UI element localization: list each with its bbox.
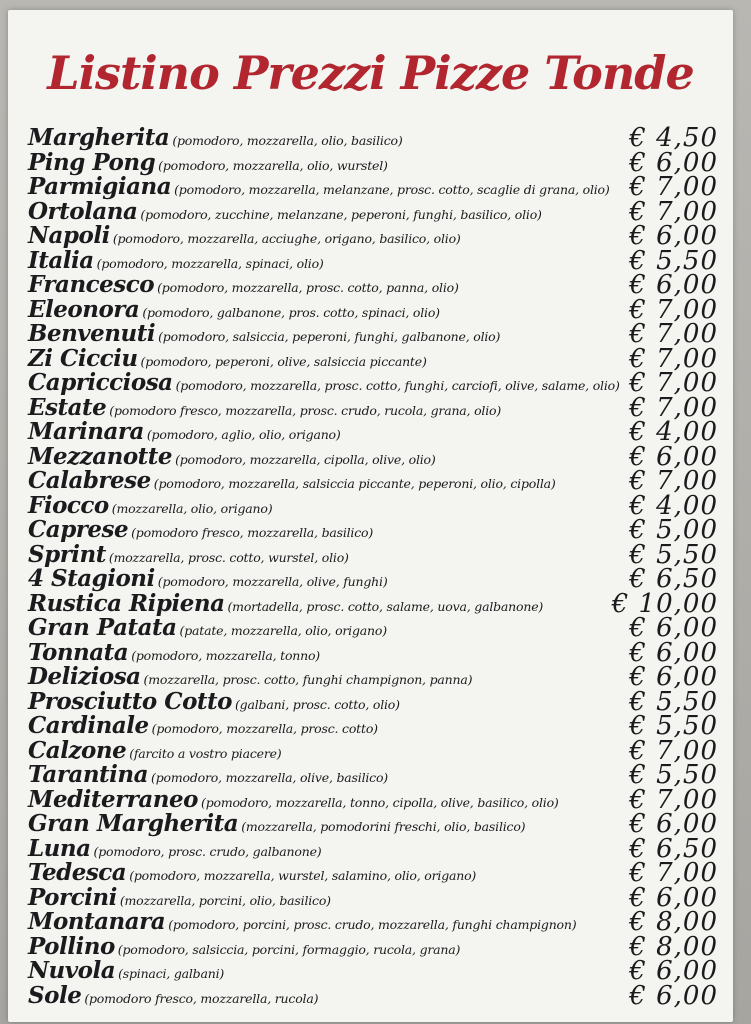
pizza-row [28, 637, 718, 668]
pizza-row [28, 735, 718, 766]
pizza-name: Sprint [28, 540, 106, 568]
pizza-price: € 7,00 [629, 735, 718, 766]
pizza-row [28, 196, 718, 227]
pizza-price: € 10,00 [611, 588, 718, 619]
pizza-name: Zi Cicciu [28, 344, 138, 372]
pizza-ingredients: (mozzarella, olio, origano) [111, 500, 273, 516]
pizza-name: Nuvola [28, 957, 116, 984]
pizza-ingredients: (farcito a vostro piacere) [129, 745, 282, 761]
pizza-ingredients: (pomodoro fresco, mozzarella, basilico) [131, 525, 374, 540]
pizza-name: Calzone [28, 736, 127, 764]
pizza-name: Margherita [28, 124, 170, 151]
pizza-ingredients: (pomodoro, salsiccia, porcini, formaggio, rucola, grana) [117, 941, 461, 957]
pizza-name: Calabrese [28, 467, 151, 494]
pizza-row [28, 515, 718, 545]
pizza-name: Prosciutto Cotto [28, 687, 232, 715]
pizza-price: € 6,50 [629, 833, 718, 864]
pizza-name: Rustica Ripiena [28, 589, 225, 617]
pizza-row [28, 466, 718, 496]
pizza-ingredients: (mozzarella, pomodorini freschi, olio, basilico) [241, 819, 526, 834]
pizza-row [28, 833, 718, 864]
pizza-price: € 6,00 [629, 956, 718, 986]
pizza-price: € 4,00 [629, 490, 718, 521]
pizza-price: € 6,00 [629, 882, 718, 913]
pizza-ingredients: (pomodoro, mozzarella, salsiccia piccante, peperoni, olio, cipolla) [153, 476, 556, 491]
pizza-row [28, 417, 718, 447]
pizza-row [28, 980, 718, 1011]
pizza-name: Fiocco [28, 491, 109, 519]
pizza-name: Tarantina [28, 761, 149, 788]
pizza-ingredients: (pomodoro, mozzarella, spinaci, olio) [96, 255, 324, 271]
pizza-row [28, 564, 718, 594]
pizza-price: € 6,00 [629, 270, 718, 300]
pizza-name: Tedesca [28, 859, 127, 886]
pizza-price: € 5,50 [629, 760, 718, 790]
pizza-price: € 8,00 [629, 931, 718, 962]
pizza-name: Estate [28, 393, 107, 421]
pizza-ingredients: (pomodoro, mozzarella, wurstel, salamino, olio, origano) [129, 868, 477, 883]
pizza-price: € 6,00 [629, 980, 718, 1011]
pizza-row [28, 245, 718, 276]
pizza-name: Eleonora [28, 295, 140, 323]
pizza-row [28, 270, 718, 300]
pizza-ingredients: (pomodoro, zucchine, melanzane, peperoni, funghi, basilico, olio) [140, 206, 542, 222]
pizza-price: € 7,00 [629, 466, 718, 496]
pizza-ingredients: (mozzarella, prosc. cotto, funghi champignon, panna) [143, 672, 473, 687]
pizza-price: € 6,00 [629, 662, 718, 692]
pizza-price: € 4,00 [629, 417, 718, 447]
pizza-name: Francesco [28, 271, 155, 298]
pizza-ingredients: (pomodoro, mozzarella, melanzane, prosc. cotto, scaglie di grana, olio) [174, 182, 610, 197]
pizza-ingredients: (pomodoro, peperoni, olive, salsiccia piccante) [140, 353, 427, 369]
pizza-row [28, 784, 718, 815]
pizza-price: € 6,00 [629, 441, 718, 472]
pizza-price: € 6,00 [629, 637, 718, 668]
pizza-price: € 6,00 [629, 613, 718, 643]
pizza-name: Gran Patata [28, 614, 177, 641]
pizza-ingredients: (pomodoro, aglio, olio, origano) [146, 427, 341, 442]
menu-sheet [8, 10, 733, 1022]
pizza-row [28, 809, 718, 839]
pizza-ingredients: (pomodoro, mozzarella, olio, basilico) [172, 133, 403, 148]
pizza-ingredients: (mozzarella, prosc. cotto, wurstel, olio) [108, 549, 349, 565]
pizza-price: € 6,00 [629, 809, 718, 839]
pizza-row [28, 711, 718, 741]
pizza-ingredients: (pomodoro, prosc. crudo, galbanone) [93, 843, 322, 859]
pizza-row [28, 588, 718, 619]
pizza-price: € 7,00 [629, 392, 718, 423]
pizza-name: Cardinale [28, 712, 149, 739]
pizza-row [28, 343, 718, 374]
pizza-row [28, 907, 718, 937]
pizza-ingredients: (pomodoro, galbanone, pros. cotto, spinaci, olio) [142, 304, 440, 320]
pizza-name: Parmigiana [28, 173, 172, 200]
pizza-row [28, 123, 718, 153]
pizza-row [28, 319, 718, 349]
pizza-row [28, 539, 718, 570]
pizza-row [28, 956, 718, 986]
pizza-ingredients: (pomodoro, mozzarella, prosc. cotto, panna, olio) [157, 280, 459, 295]
pizza-name: Italia [28, 246, 94, 274]
pizza-row [28, 172, 718, 202]
pizza-price: € 7,00 [629, 319, 718, 349]
pizza-row [28, 368, 718, 398]
pizza-row [28, 686, 718, 717]
pizza-price: € 5,50 [629, 539, 718, 570]
pizza-name: Pollino [28, 932, 115, 960]
pizza-name: Tonnata [28, 638, 129, 666]
pizza-row [28, 613, 718, 643]
pizza-row [28, 662, 718, 692]
pizza-name: Benvenuti [28, 320, 156, 347]
pizza-name: Gran Margherita [28, 810, 239, 837]
pizza-row [28, 441, 718, 472]
pizza-ingredients: (mozzarella, porcini, olio, basilico) [119, 892, 331, 908]
pizza-price: € 5,50 [629, 245, 718, 276]
pizza-ingredients: (pomodoro, mozzarella, olive, funghi) [157, 574, 388, 589]
pizza-price: € 7,00 [629, 343, 718, 374]
pizza-row [28, 490, 718, 521]
pizza-price: € 5,50 [629, 711, 718, 741]
pizza-ingredients: (pomodoro, mozzarella, tonno) [131, 647, 320, 663]
pizza-price: € 6,00 [629, 147, 718, 178]
pizza-name: Sole [28, 981, 82, 1009]
pizza-row [28, 221, 718, 251]
pizza-ingredients: (pomodoro fresco, mozzarella, prosc. crudo, rucola, grana, olio) [109, 402, 502, 418]
pizza-row [28, 294, 718, 325]
pizza-name: Capricciosa [28, 369, 173, 396]
pizza-row [28, 858, 718, 888]
pizza-price: € 5,00 [629, 515, 718, 545]
pizza-row [28, 931, 718, 962]
pizza-price: € 7,00 [629, 196, 718, 227]
pizza-ingredients: (pomodoro, porcini, prosc. crudo, mozzarella, funghi champignon) [168, 917, 577, 932]
pizza-name: Luna [28, 834, 91, 862]
pizza-ingredients: (pomodoro, salsiccia, peperoni, funghi, galbanone, olio) [158, 329, 501, 344]
pizza-list [28, 123, 718, 1011]
pizza-ingredients: (mortadella, prosc. cotto, salame, uova, galbanone) [227, 598, 544, 614]
pizza-price: € 5,50 [629, 686, 718, 717]
pizza-price: € 4,50 [629, 123, 718, 153]
pizza-name: 4 Stagioni [28, 565, 155, 592]
pizza-ingredients: (spinaci, galbani) [118, 966, 225, 981]
pizza-ingredients: (pomodoro, mozzarella, acciughe, origano, basilico, olio) [112, 231, 461, 246]
pizza-ingredients: (pomodoro, mozzarella, cipolla, olive, olio) [175, 451, 436, 467]
pizza-row [28, 147, 718, 178]
pizza-ingredients: (pomodoro, mozzarella, prosc. cotto, funghi, carciofi, olive, salame, olio) [175, 378, 620, 393]
pizza-price: € 8,00 [629, 907, 718, 937]
pizza-name: Ortolana [28, 197, 138, 225]
pizza-name: Napoli [28, 222, 110, 249]
pizza-ingredients: (pomodoro fresco, mozzarella, rucola) [84, 990, 319, 1006]
menu-title: Listino Prezzi Pizze Tonde [47, 46, 694, 100]
pizza-row [28, 760, 718, 790]
pizza-name: Montanara [28, 908, 166, 935]
pizza-name: Porcini [28, 883, 117, 911]
pizza-price: € 7,00 [629, 172, 718, 202]
pizza-price: € 7,00 [629, 368, 718, 398]
pizza-ingredients: (galbani, prosc. cotto, olio) [235, 696, 400, 712]
pizza-price: € 7,00 [629, 784, 718, 815]
pizza-price: € 6,00 [629, 221, 718, 251]
pizza-name: Mezzanotte [28, 442, 173, 470]
pizza-name: Ping Pong [28, 148, 156, 176]
pizza-name: Mediterraneo [28, 785, 199, 813]
pizza-ingredients: (pomodoro, mozzarella, prosc. cotto) [151, 721, 378, 736]
pizza-name: Caprese [28, 516, 129, 543]
pizza-price: € 7,00 [629, 294, 718, 325]
pizza-ingredients: (pomodoro, mozzarella, olive, basilico) [151, 770, 388, 785]
pizza-name: Deliziosa [28, 663, 141, 690]
pizza-price: € 7,00 [629, 858, 718, 888]
pizza-row [28, 392, 718, 423]
pizza-name: Marinara [28, 418, 144, 445]
pizza-price: € 6,50 [629, 564, 718, 594]
pizza-ingredients: (pomodoro, mozzarella, olio, wurstel) [158, 157, 388, 173]
pizza-ingredients: (pomodoro, mozzarella, tonno, cipolla, olive, basilico, olio) [201, 794, 559, 810]
pizza-row [28, 882, 718, 913]
pizza-ingredients: (patate, mozzarella, olio, origano) [179, 623, 387, 638]
